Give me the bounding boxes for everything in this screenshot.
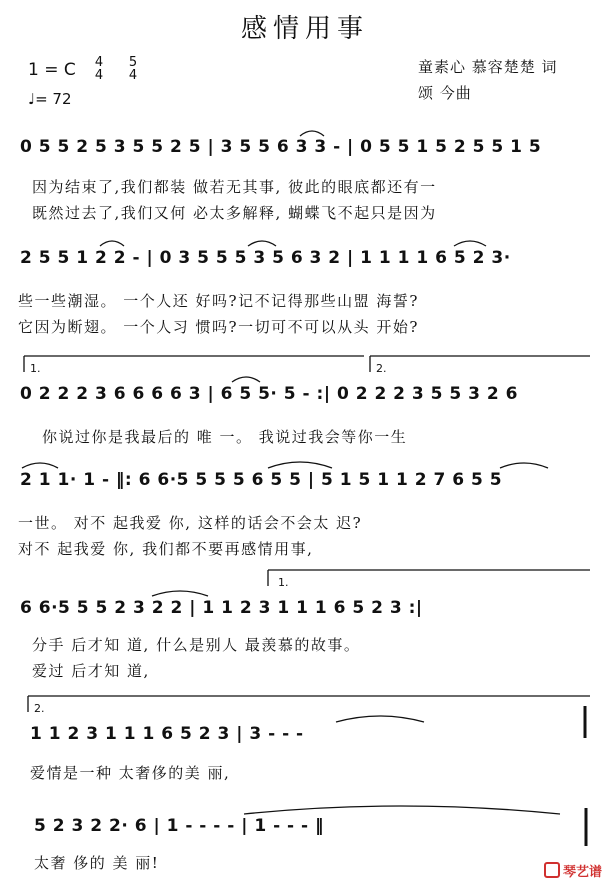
time-signature-5-4: 5 4 bbox=[128, 55, 138, 83]
lyric-line: 因为结束了,我们都装 做若无其事, 彼此的眼底都还有一 bbox=[32, 178, 437, 196]
site-watermark: 琴艺谱 bbox=[544, 861, 602, 880]
notation-line: 1 1 2 3 1 1 1 6 5 2 3 | 3 - - - bbox=[30, 724, 304, 744]
notation-line: 2 5 5 1 2 2 - | 0 3 5 5 5 3 5 6 3 2 | 1 1 1 1 6 5 2 3· bbox=[20, 248, 511, 268]
quarter-note-icon: ♩ bbox=[28, 90, 36, 108]
notation-line: 5 2 3 2 2· 6 | 1 - - - - | 1 - - - ‖ bbox=[34, 816, 325, 836]
notation-line: 2 1 1· 1 - ‖: 6 6·5 5 5 5 6 5 5 | 5 1 5 1 1 2 7 6 5 5 bbox=[20, 470, 503, 490]
logo-icon bbox=[544, 862, 560, 878]
volta-2-label: 2. bbox=[376, 362, 387, 375]
volta-1-label: 1. bbox=[30, 362, 41, 375]
lyric-line: 它因为断翅。 一个人习 惯吗?一切可不可以从头 开始? bbox=[18, 318, 419, 336]
time-signature-4-4: 4 4 bbox=[94, 55, 104, 83]
song-title: 感情用事 bbox=[240, 14, 369, 44]
lyricist-credit: 童素心 慕容楚楚 词 bbox=[418, 58, 558, 76]
notation-line: 0 5 5 2 5 3 5 5 2 5 | 3 5 5 6 3 3 - | 0 5 5 1 5 2 5 5 1 5 bbox=[20, 137, 542, 157]
lyric-line: 太奢 侈的 美 丽! bbox=[34, 854, 160, 872]
lyric-line: 爱过 后才知 道, bbox=[32, 662, 150, 680]
key-signature: 1 = C bbox=[28, 60, 76, 80]
tempo-marking: ♩= 72 bbox=[28, 90, 72, 108]
lyric-line: 爱情是一种 太奢侈的美 丽, bbox=[30, 764, 231, 782]
lyric-line: 既然过去了,我们又何 必太多解释, 蝴蝶飞不起只是因为 bbox=[32, 204, 437, 222]
lyric-line: 一世。 对不 起我爱 你, 这样的话会不会太 迟? bbox=[18, 514, 363, 532]
lyric-line: 对不 起我爱 你, 我们都不要再感情用事, bbox=[18, 540, 314, 558]
lyric-line: 你说过你是我最后的 唯 一。 我说过我会等你一生 bbox=[42, 428, 408, 446]
volta-2-label: 2. bbox=[34, 702, 45, 715]
lyric-line: 些一些潮湿。 一个人还 好吗?记不记得那些山盟 海誓? bbox=[18, 292, 419, 310]
lyric-line: 分手 后才知 道, 什么是别人 最羡慕的故事。 bbox=[32, 636, 361, 654]
volta-1-label: 1. bbox=[278, 576, 289, 589]
notation-line: 0 2 2 2 3 6 6 6 6 3 | 6 5 5· 5 - :| 0 2 2 2 3 5 5 3 2 6 bbox=[20, 384, 518, 404]
composer-credit: 颂 今曲 bbox=[418, 84, 472, 102]
notation-line: 6 6·5 5 5 2 3 2 2 | 1 1 2 3 1 1 1 6 5 2 3 :| bbox=[20, 598, 423, 618]
